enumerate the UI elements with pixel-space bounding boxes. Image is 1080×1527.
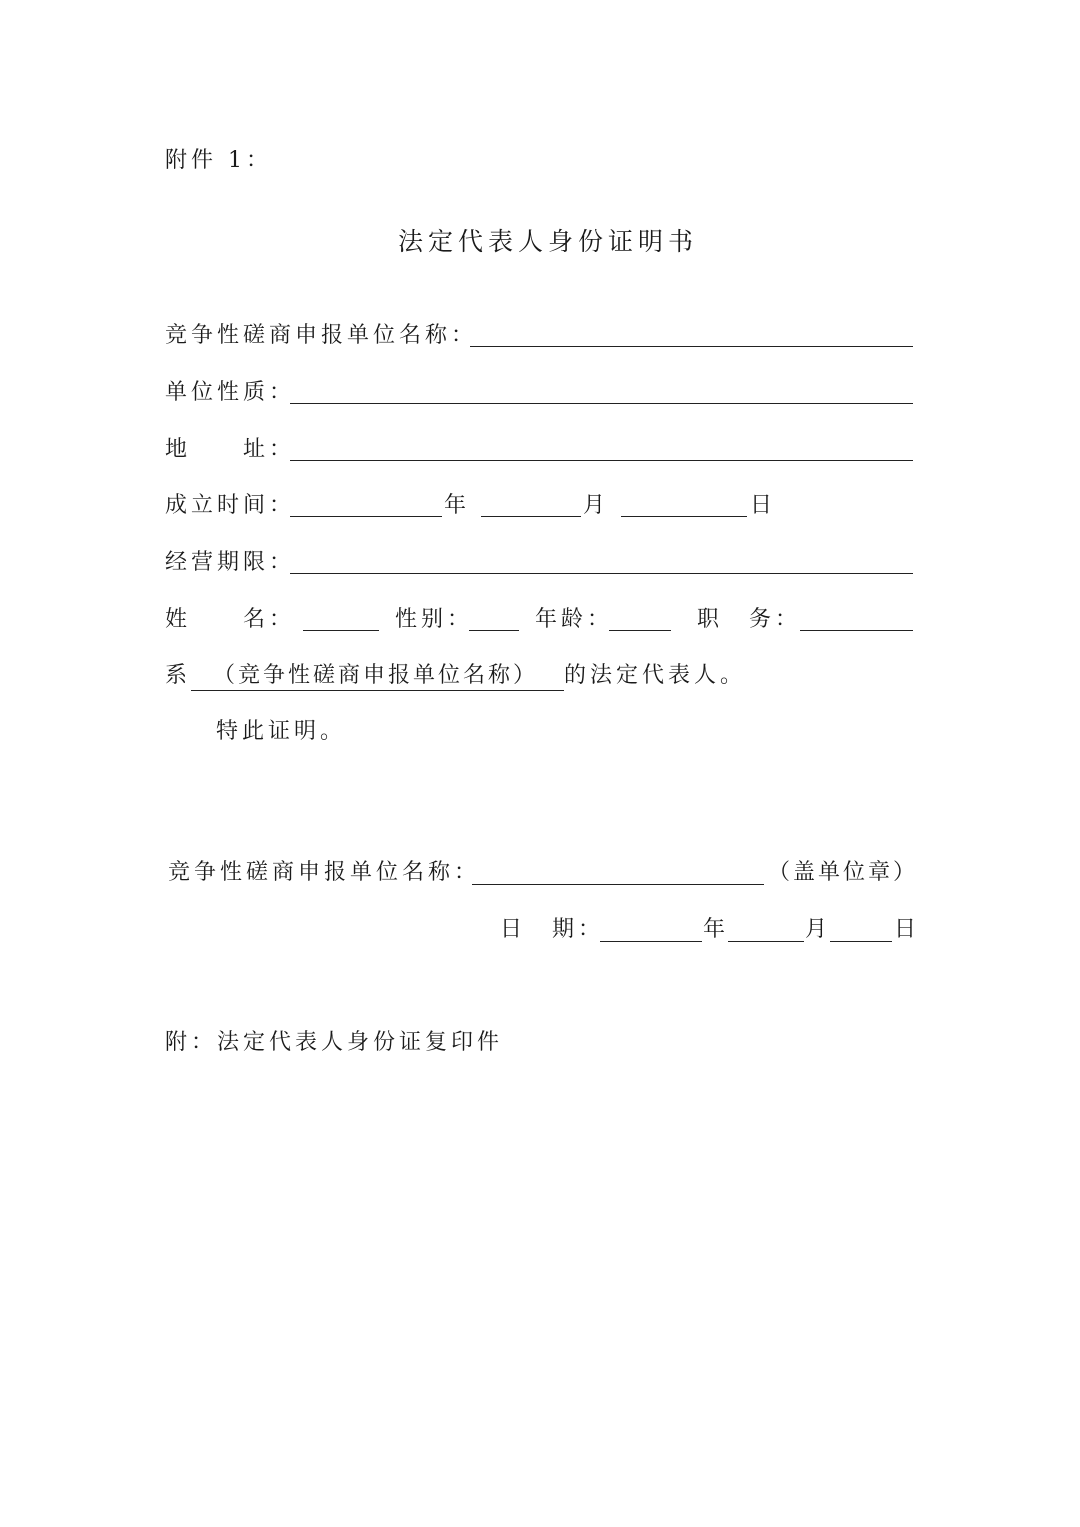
- position-blank[interactable]: [800, 630, 913, 631]
- year-label: 年: [444, 493, 471, 518]
- unit-name-label: 竞争性磋商申报单位名称：: [165, 323, 478, 348]
- attachment-label: 附件 1：: [165, 148, 272, 173]
- signature-unit-name-label: 竞争性磋商申报单位名称：: [168, 860, 481, 885]
- statement-prefix: 系: [165, 663, 192, 688]
- established-year-blank[interactable]: [290, 516, 442, 517]
- day-label: 日: [750, 493, 777, 518]
- date-day-label: 日: [894, 917, 921, 942]
- date-label: 日 期：: [500, 917, 605, 942]
- document-title: 法定代表人身份证明书: [398, 227, 699, 256]
- address-blank[interactable]: [290, 460, 913, 461]
- month-label: 月: [583, 493, 610, 518]
- statement: [165, 661, 746, 691]
- statement-unit-name-placeholder: （竞争性磋商申报单位名称）: [191, 663, 564, 691]
- signature-unit-name-blank[interactable]: [472, 884, 764, 885]
- statement-suffix: 的法定代表人。: [564, 663, 747, 688]
- date-month-label: 月: [805, 917, 832, 942]
- established-label: 成立时间：: [165, 493, 296, 518]
- name-blank[interactable]: [303, 630, 379, 631]
- established-day-blank[interactable]: [621, 516, 747, 517]
- address-label: 地 址：: [165, 437, 296, 462]
- unit-nature-label: 单位性质：: [165, 380, 296, 405]
- established-month-blank[interactable]: [481, 516, 581, 517]
- gender-blank[interactable]: [469, 630, 519, 631]
- date-day-blank[interactable]: [830, 941, 892, 942]
- date-year-label: 年: [703, 917, 730, 942]
- unit-nature-blank[interactable]: [290, 403, 913, 404]
- age-label: 年龄：: [535, 607, 614, 632]
- certify-text: 特此证明。: [216, 719, 347, 744]
- date-month-blank[interactable]: [728, 941, 804, 942]
- gender-label: 性别：: [395, 607, 474, 632]
- age-blank[interactable]: [609, 630, 671, 631]
- operation-period-label: 经营期限：: [165, 550, 296, 575]
- operation-period-blank[interactable]: [290, 573, 913, 574]
- appendix-note: 附：法定代表人身份证复印件: [165, 1030, 504, 1055]
- position-label: 职 务：: [697, 607, 802, 632]
- name-label: 姓 名：: [165, 607, 296, 632]
- seal-note: （盖单位章）: [768, 860, 919, 885]
- unit-name-blank[interactable]: [470, 346, 913, 347]
- date-year-blank[interactable]: [600, 941, 702, 942]
